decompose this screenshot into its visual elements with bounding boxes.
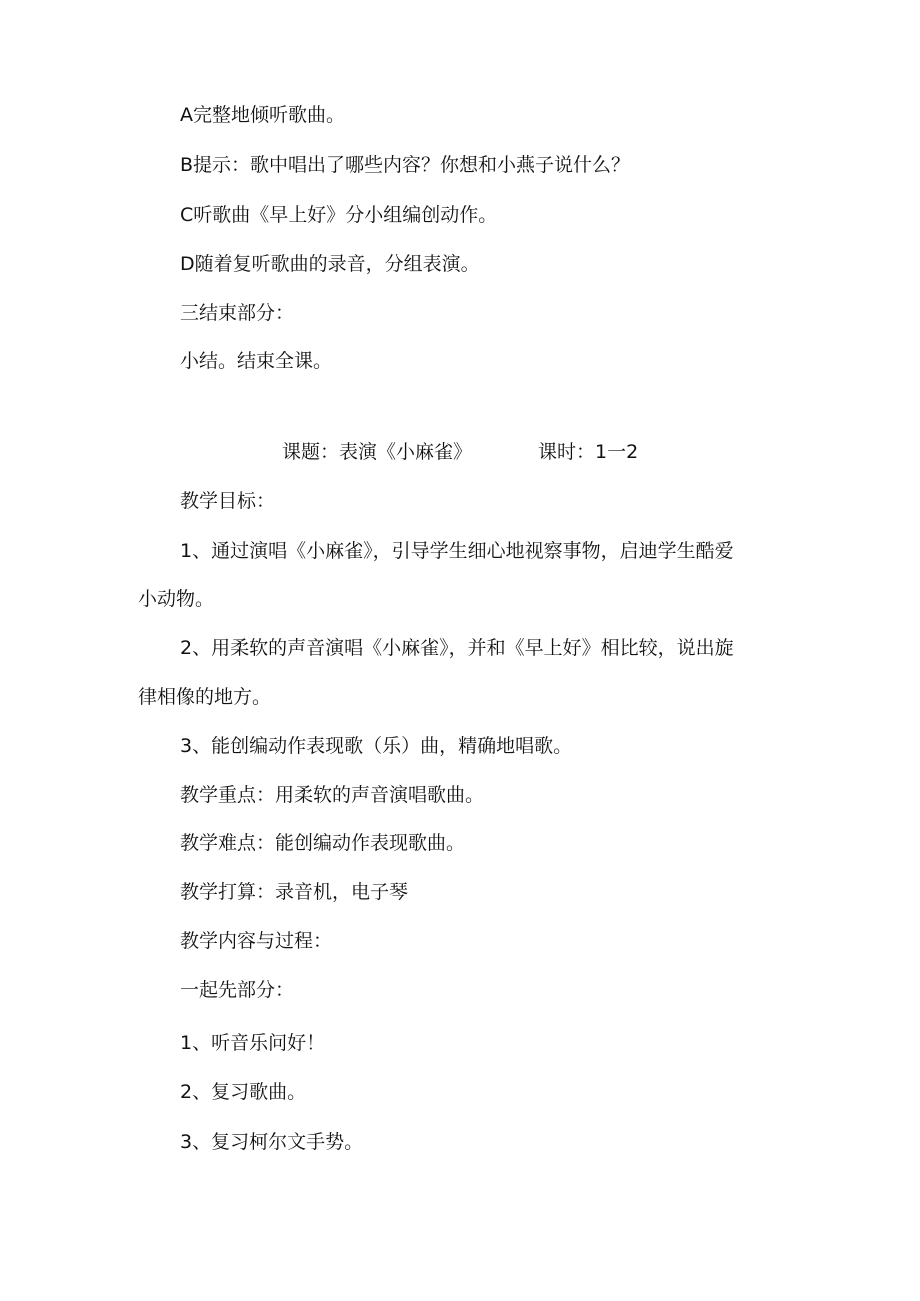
objective-1-text: 1、通过演唱《小麻雀》，引导学生细心地视察事物，启迪学生酷爱	[180, 540, 734, 562]
materials-text: 教学打算：录音机，电子琴	[180, 881, 409, 903]
objective-2-text: 2、用柔软的声音演唱《小麻雀》，并和《早上好》相比较，说出旋	[180, 637, 734, 659]
objective-3-text: 3、能创编动作表现歌（乐）曲，精确地唱歌。	[180, 735, 573, 757]
part-one-heading: 一起先部分：	[180, 979, 295, 1001]
difficulty-text: 教学难点：能创编动作表现歌曲。	[180, 832, 466, 854]
summary-text: 小结。结束全课。	[180, 350, 333, 372]
objectives-heading: 教学目标：	[180, 490, 276, 512]
objective-1-continued: 小动物。	[138, 588, 215, 610]
step-1-text: 1、听音乐问好！	[180, 1032, 326, 1054]
step-3-text: 3、复习柯尔文手势。	[180, 1131, 364, 1153]
lesson-period: 课时：1一2	[538, 441, 639, 463]
lesson-topic: 课题：表演《小麻雀》	[282, 441, 473, 463]
step-d-text: D随着复听歌曲的录音，分组表演。	[180, 253, 480, 275]
step-b-text: B提示：歌中唱出了哪些内容？你想和小燕子说什么？	[180, 154, 631, 176]
step-a-text: A完整地倾听歌曲。	[180, 104, 345, 126]
step-2-text: 2、复习歌曲。	[180, 1081, 307, 1103]
section-three-heading: 三结束部分：	[180, 302, 295, 324]
step-c-text: C听歌曲《早上好》分小组编创动作。	[180, 204, 498, 226]
objective-2-continued: 律相像的地方。	[138, 686, 272, 708]
process-heading: 教学内容与过程：	[180, 930, 333, 952]
key-point-text: 教学重点：用柔软的声音演唱歌曲。	[180, 784, 485, 806]
